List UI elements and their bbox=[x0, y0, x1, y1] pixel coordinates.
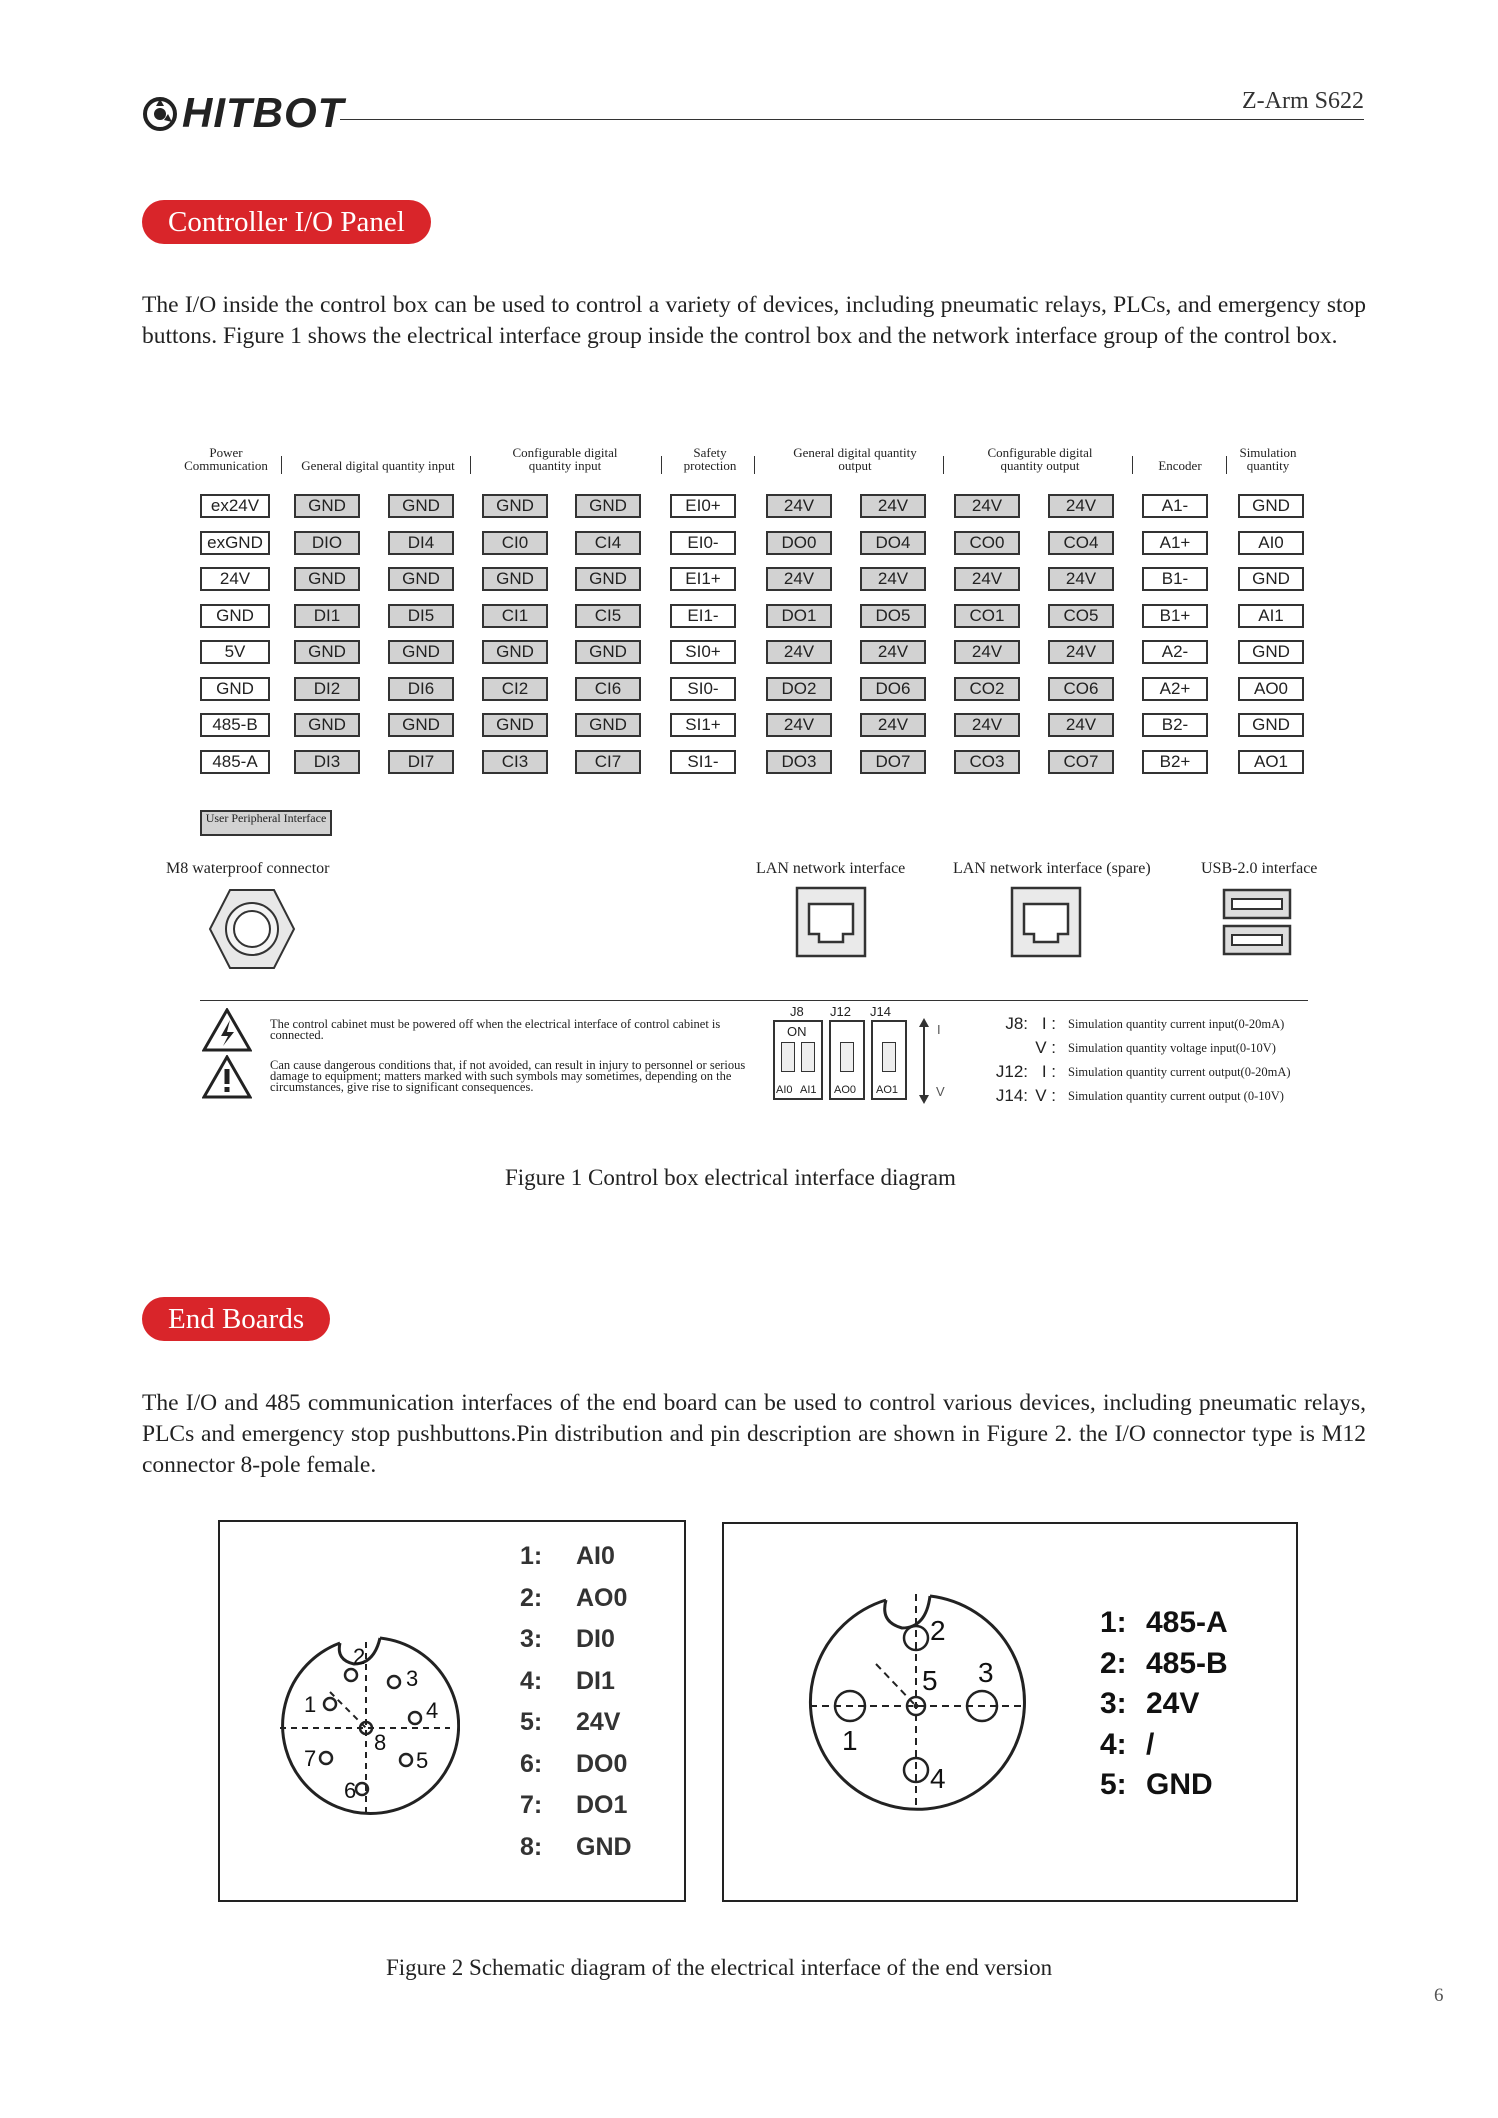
user-peripheral-interface-label: User Peripheral Interface bbox=[200, 810, 332, 836]
pin-row bbox=[520, 1625, 615, 1654]
pin-number-5: 5 bbox=[416, 1748, 429, 1773]
pin-number: 5: bbox=[1100, 1768, 1127, 1801]
lan-port-icon bbox=[795, 886, 867, 958]
terminal-cell: 24V bbox=[954, 640, 1020, 664]
terminal-cell: A2- bbox=[1142, 640, 1208, 664]
group-separator bbox=[1226, 456, 1227, 474]
terminal-cell: GND bbox=[200, 677, 270, 701]
group-separator bbox=[1132, 456, 1133, 474]
pin-number-5: 5 bbox=[922, 1665, 938, 1696]
terminal-cell: GND bbox=[482, 713, 548, 737]
terminal-cell: 24V bbox=[1048, 713, 1114, 737]
pin-number: 8: bbox=[520, 1832, 543, 1861]
dip-switch bbox=[781, 1042, 795, 1072]
logo-text: HITBOT bbox=[182, 89, 345, 136]
terminal-cell: DI5 bbox=[388, 604, 454, 628]
pin-row bbox=[520, 1708, 620, 1737]
group-separator bbox=[943, 456, 944, 474]
pin-signal: DO0 bbox=[576, 1749, 628, 1778]
legend-mode: I : bbox=[1041, 1014, 1056, 1033]
figure2-caption: Figure 2 Schematic diagram of the electrical interface of the end version bbox=[386, 1955, 1053, 1980]
usb-port-icon bbox=[1222, 888, 1292, 958]
dip-switch bbox=[840, 1042, 854, 1072]
pin-signal: 485-B bbox=[1146, 1646, 1228, 1680]
pin-row bbox=[1100, 1606, 1228, 1640]
terminal-cell: A2+ bbox=[1142, 677, 1208, 701]
terminal-cell: GND bbox=[294, 494, 360, 518]
pin-signal: DI0 bbox=[576, 1625, 615, 1653]
terminal-cell: DO7 bbox=[860, 750, 926, 774]
pin-signal: 24V bbox=[1146, 1687, 1200, 1720]
terminal-cell: SI1- bbox=[670, 750, 736, 774]
section-title-end-boards: End Boards bbox=[142, 1297, 330, 1341]
pin-number-8: 8 bbox=[374, 1730, 387, 1755]
section1-paragraph: The I/O inside the control box can be used to control a variety of devices, including pneumatic relays, PLCs, and emergency stop buttons. Figure 1 shows the electrical interface group inside the control box and the network interface group of the control box. bbox=[142, 292, 1366, 349]
legend-text: Simulation quantity current output (0-10V) bbox=[1068, 1089, 1284, 1103]
terminal-cell: DO5 bbox=[860, 604, 926, 628]
terminal-cell: GND bbox=[1238, 494, 1304, 518]
terminal-cell: GND bbox=[294, 713, 360, 737]
pin-number: 7: bbox=[520, 1791, 543, 1819]
pin-signal: 485-A bbox=[1146, 1606, 1228, 1639]
m12-5pin-diagram bbox=[722, 1522, 1298, 1902]
jumper-j14-block bbox=[871, 1020, 907, 1100]
group-separator bbox=[661, 456, 662, 474]
group-header-config-input: Configurable digital quantity input bbox=[512, 445, 618, 473]
terminal-cell: GND bbox=[294, 567, 360, 591]
pin-row bbox=[520, 1833, 632, 1862]
legend-key-j14: J14: bbox=[995, 1086, 1028, 1105]
pin-number-2: 2 bbox=[353, 1644, 366, 1669]
terminal-cell: 24V bbox=[860, 567, 926, 591]
pin-number: 4: bbox=[520, 1666, 543, 1695]
legend-mode: V : bbox=[1035, 1038, 1056, 1057]
terminal-cell: B2- bbox=[1142, 713, 1208, 737]
jumper-ai0-label: AI0 bbox=[776, 1084, 793, 1096]
group-header-general-input: General digital quantity input bbox=[301, 458, 455, 473]
terminal-cell: 24V bbox=[1048, 567, 1114, 591]
terminal-cell: CO3 bbox=[954, 750, 1020, 774]
terminal-cell: AI0 bbox=[1238, 531, 1304, 555]
group-header-config-output: Configurable digital quantity output bbox=[987, 445, 1093, 473]
group-header-general-output: General digital quantity output bbox=[793, 445, 917, 473]
document-title: Z-Arm S622 bbox=[1242, 88, 1364, 114]
m8-connector-label: M8 waterproof connector bbox=[166, 860, 330, 877]
lan-spare-port-icon bbox=[1010, 886, 1082, 958]
jumper-ao0-label: AO0 bbox=[834, 1084, 857, 1096]
pin-number-1: 1 bbox=[842, 1725, 858, 1756]
terminal-cell: DO3 bbox=[766, 750, 832, 774]
m12-8pin-diagram bbox=[218, 1520, 686, 1902]
terminal-cell: CI2 bbox=[482, 677, 548, 701]
jumper-on-label: ON bbox=[787, 1024, 807, 1039]
terminal-cell: B1- bbox=[1142, 567, 1208, 591]
pin-number-1: 1 bbox=[304, 1692, 317, 1717]
pin-signal: GND bbox=[576, 1832, 632, 1861]
terminal-cell: GND bbox=[1238, 640, 1304, 664]
section2-paragraph: The I/O and 485 communication interfaces of the end board can be used to control various devices, including pneumatic relays, PLCs and emergency stop pushbuttons.Pin distribution and pin description are shown in Figure 2. the I/O connector type is M12 connector 8-pole female. bbox=[142, 1390, 1366, 1478]
pin-number-2: 2 bbox=[930, 1615, 946, 1646]
m12-5pin-connector-icon bbox=[806, 1584, 1036, 1814]
terminal-cell: B1+ bbox=[1142, 604, 1208, 628]
terminal-cell: 485-B bbox=[200, 713, 270, 737]
iv-arrow-icon bbox=[916, 1018, 932, 1104]
terminal-cell: GND bbox=[388, 713, 454, 737]
legend-text: Simulation quantity current input(0-20mA) bbox=[1068, 1017, 1285, 1031]
pin-number: 4: bbox=[1100, 1727, 1127, 1761]
terminal-cell: DI6 bbox=[388, 677, 454, 701]
pin-row bbox=[520, 1542, 615, 1571]
pin-signal: AI0 bbox=[576, 1542, 615, 1570]
terminal-cell: B2+ bbox=[1142, 750, 1208, 774]
terminal-cell: ex24V bbox=[200, 494, 270, 518]
terminal-cell: CO0 bbox=[954, 531, 1020, 555]
warning-text-power-off: The control cabinet must be powered off when the electrical interface of control cabinet is connected. bbox=[270, 1017, 721, 1042]
terminal-cell: GND bbox=[482, 494, 548, 518]
terminal-cell: GND bbox=[482, 567, 548, 591]
terminal-cell: CO1 bbox=[954, 604, 1020, 628]
jumper-j8-block bbox=[773, 1020, 823, 1100]
figure1-caption: Figure 1 Control box electrical interface diagram bbox=[505, 1165, 956, 1190]
terminal-cell: CO5 bbox=[1048, 604, 1114, 628]
group-separator bbox=[281, 456, 282, 474]
terminal-cell: CI7 bbox=[575, 750, 641, 774]
arrow-i-label: I bbox=[937, 1022, 941, 1037]
pin-number: 3: bbox=[1100, 1687, 1127, 1720]
legend-mode: V : bbox=[1035, 1086, 1056, 1105]
group-header-power: Power Communication bbox=[184, 445, 268, 473]
legend-text: Simulation quantity voltage input(0-10V) bbox=[1068, 1041, 1276, 1055]
terminal-cell: 485-A bbox=[200, 750, 270, 774]
warning-text-danger: Can cause dangerous conditions that, if not avoided, can result in injury to personnel or serious damage to equipment; matters marked with such symbols may sometimes, depending on the circumstances, give rise to significant consequences. bbox=[270, 1058, 746, 1094]
gear-logo-icon bbox=[142, 96, 178, 132]
pin-number: 1: bbox=[1100, 1606, 1127, 1639]
terminal-cell: EI1- bbox=[670, 604, 736, 628]
terminal-cell: GND bbox=[200, 604, 270, 628]
group-separator bbox=[754, 456, 755, 474]
terminal-cell: 24V bbox=[860, 494, 926, 518]
group-header-safety: Safety protection bbox=[683, 445, 737, 473]
terminal-cell: GND bbox=[575, 494, 641, 518]
pin-signal: 24V bbox=[576, 1708, 621, 1736]
terminal-cell: 24V bbox=[860, 713, 926, 737]
terminal-cell: EI0- bbox=[670, 531, 736, 555]
jumper-j12-label: J12 bbox=[830, 1004, 851, 1019]
terminal-cell: CO4 bbox=[1048, 531, 1114, 555]
terminal-cell: AI1 bbox=[1238, 604, 1304, 628]
terminal-cell: A1- bbox=[1142, 494, 1208, 518]
warning-divider bbox=[200, 1000, 1308, 1001]
terminal-cell: CI3 bbox=[482, 750, 548, 774]
terminal-cell: DO2 bbox=[766, 677, 832, 701]
pin-signal: DO1 bbox=[576, 1791, 628, 1819]
pin-number-4: 4 bbox=[426, 1698, 439, 1723]
terminal-cell: GND bbox=[388, 494, 454, 518]
terminal-cell: CO7 bbox=[1048, 750, 1114, 774]
lan-interface-label: LAN network interface bbox=[756, 860, 906, 877]
pin-number: 3: bbox=[520, 1625, 543, 1653]
terminal-cell: EI1+ bbox=[670, 567, 736, 591]
pin-number-7: 7 bbox=[304, 1746, 317, 1771]
terminal-cell: GND bbox=[294, 640, 360, 664]
terminal-cell: GND bbox=[575, 567, 641, 591]
pin-number: 5: bbox=[520, 1708, 543, 1736]
header-rule bbox=[340, 119, 1364, 120]
terminal-cell: CI6 bbox=[575, 677, 641, 701]
terminal-cell: DO1 bbox=[766, 604, 832, 628]
terminal-cell: CI1 bbox=[482, 604, 548, 628]
terminal-cell: DI4 bbox=[388, 531, 454, 555]
pin-number-6: 6 bbox=[344, 1778, 357, 1803]
terminal-cell: DO6 bbox=[860, 677, 926, 701]
terminal-cell: GND bbox=[575, 713, 641, 737]
legend-mode: I : bbox=[1041, 1062, 1056, 1081]
pin-row bbox=[1100, 1647, 1228, 1681]
pin-number-4: 4 bbox=[930, 1763, 946, 1794]
pin-number: 2: bbox=[1100, 1646, 1127, 1680]
terminal-cell: GND bbox=[575, 640, 641, 664]
pin-row bbox=[520, 1667, 615, 1696]
pin-row bbox=[1100, 1728, 1154, 1762]
terminal-cell: DIO bbox=[294, 531, 360, 555]
terminal-cell: SI1+ bbox=[670, 713, 736, 737]
jumper-j14-label: J14 bbox=[870, 1004, 891, 1019]
terminal-cell: 24V bbox=[200, 567, 270, 591]
group-header-encoder: Encoder bbox=[1158, 458, 1202, 473]
terminal-cell: 24V bbox=[766, 713, 832, 737]
jumper-j12-block bbox=[829, 1020, 865, 1100]
arrow-v-label: V bbox=[936, 1084, 945, 1099]
terminal-cell: 24V bbox=[1048, 640, 1114, 664]
terminal-cell: 24V bbox=[860, 640, 926, 664]
terminal-cell: DI3 bbox=[294, 750, 360, 774]
pin-number-3: 3 bbox=[406, 1666, 419, 1691]
pin-row bbox=[520, 1750, 627, 1779]
terminal-cell: CO6 bbox=[1048, 677, 1114, 701]
terminal-cell: DO4 bbox=[860, 531, 926, 555]
pin-number: 6: bbox=[520, 1749, 543, 1778]
legend-key-j12: J12: bbox=[995, 1062, 1028, 1081]
terminal-cell: 5V bbox=[200, 640, 270, 664]
terminal-cell: A1+ bbox=[1142, 531, 1208, 555]
m8-connector-icon bbox=[208, 888, 296, 970]
pin-number: 1: bbox=[520, 1542, 543, 1570]
pin-signal: GND bbox=[1146, 1768, 1213, 1801]
terminal-cell: GND bbox=[482, 640, 548, 664]
terminal-cell: DI1 bbox=[294, 604, 360, 628]
terminal-cell: EI0+ bbox=[670, 494, 736, 518]
group-header-simulation: Simulation quantity bbox=[1239, 445, 1297, 473]
terminal-cell: GND bbox=[388, 640, 454, 664]
terminal-cell: GND bbox=[388, 567, 454, 591]
terminal-cell: CI0 bbox=[482, 531, 548, 555]
terminal-cell: CI5 bbox=[575, 604, 641, 628]
terminal-cell: GND bbox=[1238, 713, 1304, 737]
terminal-cell: 24V bbox=[954, 713, 1020, 737]
terminal-cell: 24V bbox=[766, 567, 832, 591]
dip-switch bbox=[882, 1042, 896, 1072]
pin-row bbox=[1100, 1768, 1213, 1802]
legend-key-j8: J8: bbox=[1005, 1014, 1028, 1033]
pin-signal: / bbox=[1146, 1727, 1155, 1761]
terminal-cell: DI7 bbox=[388, 750, 454, 774]
jumper-j8-label: J8 bbox=[790, 1004, 804, 1019]
pin-signal: DI1 bbox=[576, 1666, 615, 1695]
group-separator bbox=[470, 456, 471, 474]
pin-row bbox=[520, 1584, 627, 1613]
usb-interface-label: USB-2.0 interface bbox=[1201, 860, 1318, 877]
terminal-cell: GND bbox=[1238, 567, 1304, 591]
dip-switch bbox=[801, 1042, 815, 1072]
terminal-cell: 24V bbox=[954, 494, 1020, 518]
pin-row bbox=[1100, 1687, 1199, 1721]
terminal-cell: CI4 bbox=[575, 531, 641, 555]
terminal-cell: AO1 bbox=[1238, 750, 1304, 774]
terminal-cell: SI0- bbox=[670, 677, 736, 701]
terminal-cell: exGND bbox=[200, 531, 270, 555]
lan-spare-interface-label: LAN network interface (spare) bbox=[953, 860, 1151, 877]
general-warning-icon bbox=[202, 1055, 252, 1099]
pin-number-3: 3 bbox=[978, 1657, 994, 1688]
page-number: 6 bbox=[1434, 1985, 1444, 2006]
terminal-cell: CO2 bbox=[954, 677, 1020, 701]
terminal-cell: AO0 bbox=[1238, 677, 1304, 701]
hitbot-logo bbox=[142, 89, 345, 136]
electrical-warning-icon bbox=[202, 1008, 252, 1052]
pin-number: 2: bbox=[520, 1583, 543, 1612]
terminal-cell: 24V bbox=[766, 494, 832, 518]
terminal-cell: DO0 bbox=[766, 531, 832, 555]
terminal-cell: DI2 bbox=[294, 677, 360, 701]
terminal-cell: 24V bbox=[954, 567, 1020, 591]
pin-signal: AO0 bbox=[576, 1583, 628, 1612]
terminal-cell: SI0+ bbox=[670, 640, 736, 664]
terminal-cell: 24V bbox=[766, 640, 832, 664]
pin-row bbox=[520, 1791, 627, 1820]
legend-text: Simulation quantity current output(0-20mA) bbox=[1068, 1065, 1291, 1079]
section-title-controller-io: Controller I/O Panel bbox=[142, 200, 431, 244]
jumper-ao1-label: AO1 bbox=[876, 1084, 899, 1096]
jumper-ai1-label: AI1 bbox=[800, 1084, 817, 1096]
terminal-cell: 24V bbox=[1048, 494, 1114, 518]
m12-8pin-connector-icon bbox=[270, 1622, 460, 1822]
